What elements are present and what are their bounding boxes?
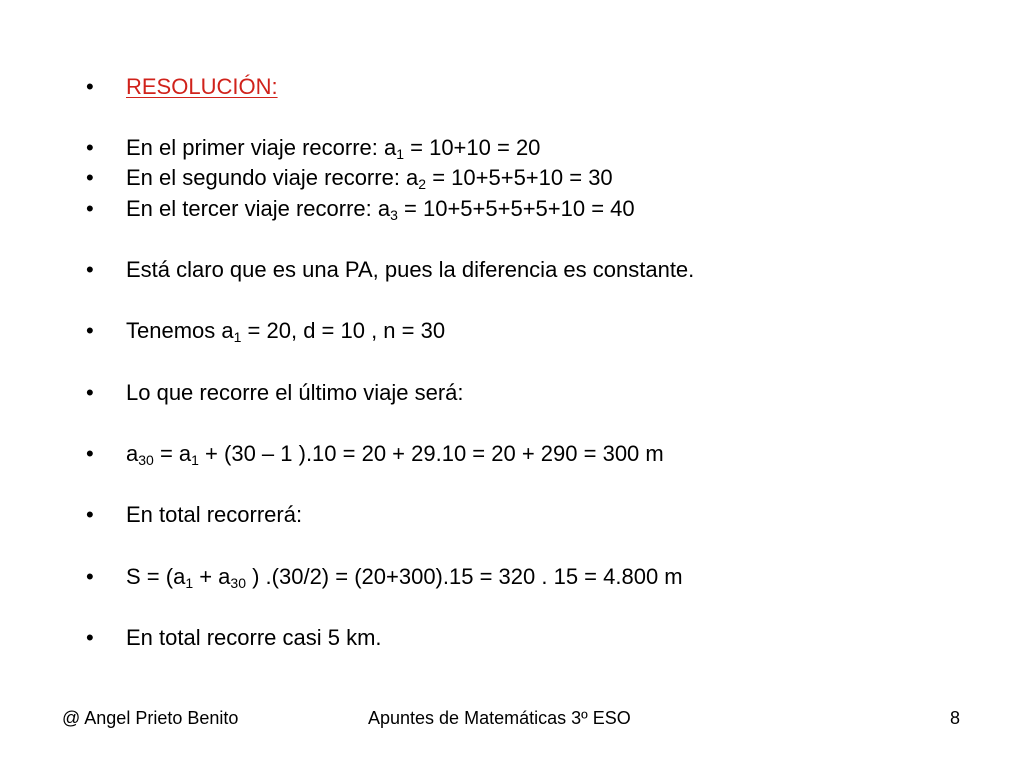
bullet-line [86, 133, 540, 163]
footer-author: @ Angel Prieto Benito [62, 708, 239, 728]
text-run: En el primer viaje recorre: a [126, 135, 397, 160]
bullet-marker: • [86, 380, 94, 405]
text-run: S = (a [126, 564, 186, 589]
resolution-heading [126, 74, 278, 99]
text-run: En total recorre casi 5 km. [126, 625, 382, 650]
bullet-line [86, 562, 683, 592]
subscript: 30 [230, 575, 246, 591]
bullet-marker: • [86, 165, 94, 190]
text-run: En el tercer viaje recorre: a [126, 196, 391, 221]
bullet-line [86, 439, 664, 469]
bullet-marker: • [86, 318, 94, 343]
bullet-text [126, 380, 464, 405]
bullet-marker: • [86, 74, 94, 99]
bullet-text [126, 257, 694, 282]
bullet-text [126, 196, 635, 221]
bullet-text [126, 564, 683, 589]
text-run: ) .(30/2) = (20+300).15 = 320 . 15 = 4.800 m [246, 564, 683, 589]
bullet-text [126, 502, 302, 527]
bullet-text [126, 318, 445, 343]
text-run: + a [193, 564, 231, 589]
text-run: = 10+5+5+5+5+10 = 40 [397, 196, 635, 221]
footer-page-number: 8 [950, 708, 961, 728]
bullet-line [86, 194, 635, 224]
bullet-text [126, 165, 613, 190]
footer-title: Apuntes de Matemáticas 3º ESO [368, 708, 631, 728]
bullet-line [86, 163, 613, 193]
text-run: Lo que recorre el último viaje será: [126, 380, 464, 405]
text-run: = 10+5+5+10 = 30 [426, 165, 613, 190]
subscript: 3 [390, 207, 398, 223]
bullet-marker: • [86, 564, 94, 589]
subscript: 1 [396, 146, 405, 162]
bullet-line [86, 316, 445, 346]
text-run: En el segundo viaje recorre: a [126, 165, 419, 190]
bullet-marker: • [86, 625, 94, 650]
text-run: + (30 – 1 ).10 = 20 + 29.10 = 20 + 290 = 300 m [198, 441, 664, 466]
text-run: = 10+10 = 20 [404, 135, 541, 160]
text-run: En total recorrerá: [126, 502, 303, 527]
subscript: 2 [418, 176, 427, 192]
bullet-marker: • [86, 135, 94, 160]
text-run: = a [153, 441, 192, 466]
text-run: a [126, 441, 139, 466]
text-run: = 20, d = 10 , n = 30 [241, 318, 446, 343]
bullet-text [126, 135, 540, 160]
bullet-line [86, 255, 694, 285]
bullet-marker: • [86, 502, 94, 527]
bullet-marker: • [86, 441, 94, 466]
subscript: 1 [233, 329, 242, 345]
bullet-line [86, 623, 382, 653]
bullet-marker: • [86, 196, 94, 221]
bullet-line [86, 500, 302, 530]
subscript: 1 [191, 452, 199, 468]
subscript: 1 [185, 575, 194, 591]
text-run: Está claro que es una PA, pues la diferencia es constante. [126, 257, 695, 282]
bullet-marker: • [86, 257, 94, 282]
subscript: 30 [138, 452, 154, 468]
text-run: Tenemos a [126, 318, 234, 343]
bullet-text [126, 625, 382, 650]
bullet-line [86, 378, 464, 408]
text-run: RESOLUCIÓN: [126, 74, 278, 99]
resolution-heading-line [86, 72, 278, 102]
bullet-text [126, 441, 664, 466]
